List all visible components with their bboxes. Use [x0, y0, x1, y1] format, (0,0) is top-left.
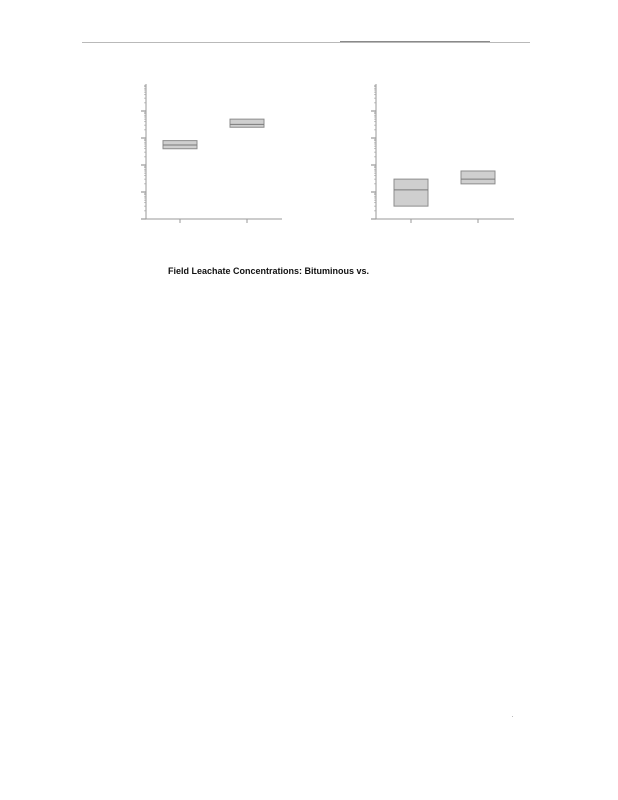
chart-1-box-2 [230, 119, 264, 127]
figure-caption: Field Leachate Concentrations: Bituminous vs. [168, 266, 370, 276]
box-plot-charts [0, 0, 618, 300]
chart-2-box-2 [461, 171, 495, 184]
scan-speck [512, 716, 513, 717]
chart-2-box-1 [394, 179, 428, 206]
